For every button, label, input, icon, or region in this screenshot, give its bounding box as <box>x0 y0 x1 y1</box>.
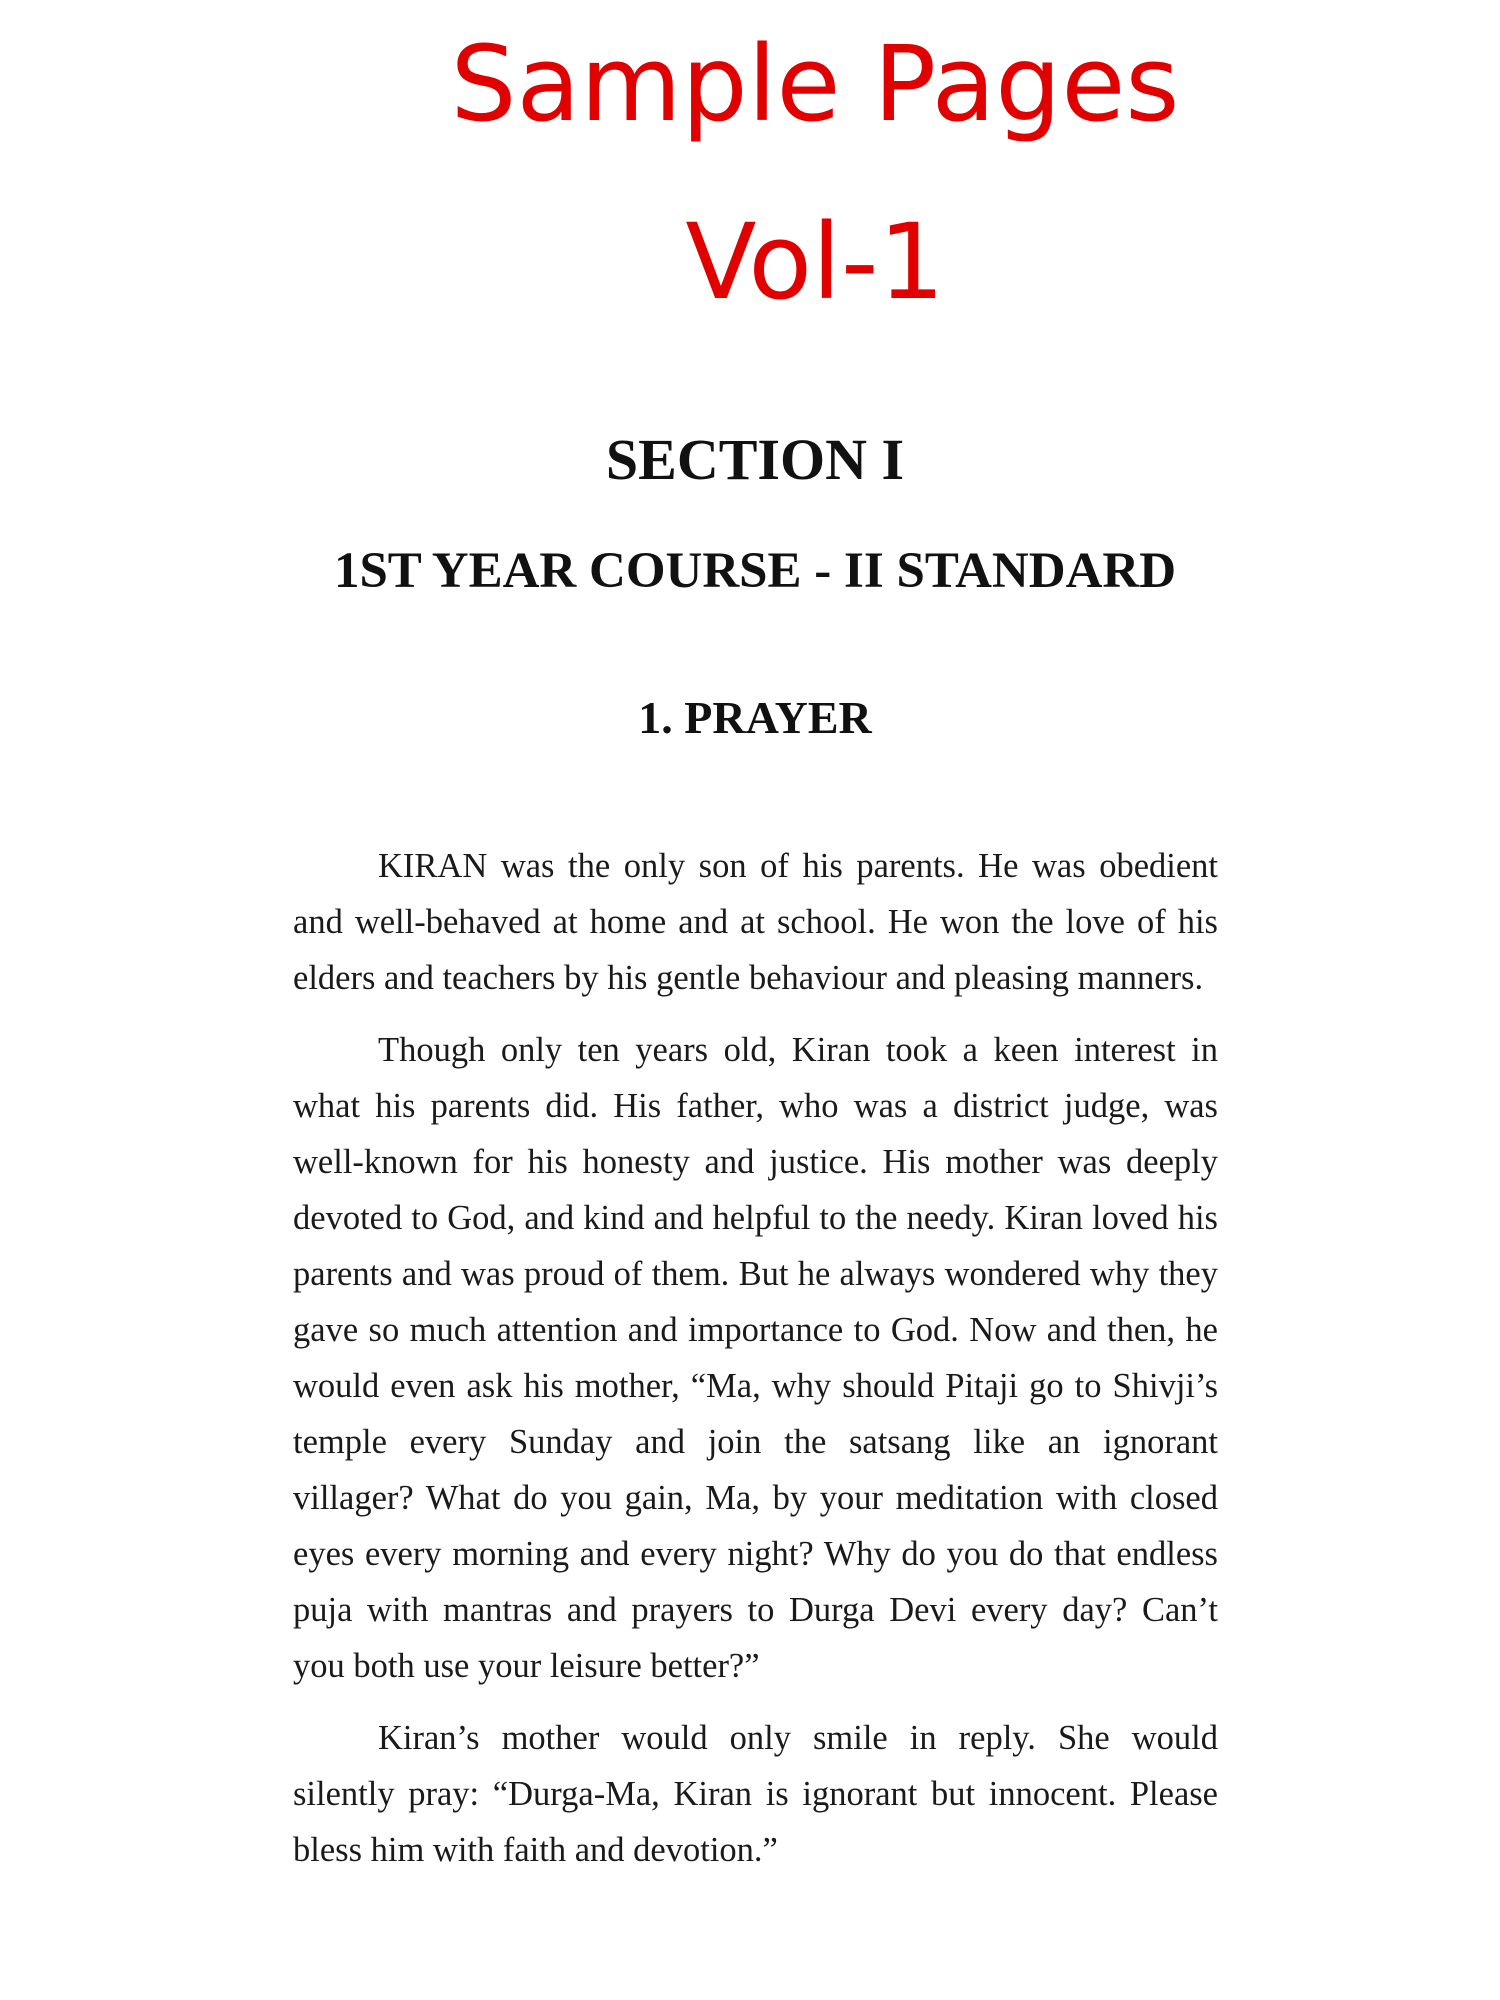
chapter-body <box>293 838 1218 1894</box>
course-title: 1ST YEAR COURSE - II STANDARD <box>333 543 1177 599</box>
paragraph-3: Kiran’s mother would only smile in reply. She would silently pray: “Durga-Ma, Kiran is ignorant but innocent. Please bless him with faith and devotion.” <box>293 1719 1218 1869</box>
chapter-title: 1. PRAYER <box>638 692 872 743</box>
sample-pages-banner: Sample Pages <box>450 23 1180 145</box>
paragraph-1: KIRAN was the only son of his parents. He was obedient and well-behaved at home and at school. He won the love of his elders and teachers by his gentle behaviour and pleasing manners. <box>293 847 1218 997</box>
volume-label: Vol-1 <box>685 201 945 323</box>
paragraph-2: Though only ten years old, Kiran took a keen interest in what his parents did. His father, who was a district judge, was well-known for his honesty and justice. His mother was deeply devoted to God, and kind and helpful to the needy. Kiran loved his parents and was proud of them. But he always wondered why they gave so much attention and importance to God. Now and then, he would even ask his mother, “Ma, why should Pitaji go to Shivji’s temple every Sunday and join the satsang like an ignorant villager? What do you gain, Ma, by your meditation with closed eyes every morning and every night? Why do you do that endless puja with mantras and prayers to Durga Devi every day? Can’t you both use your leisure better?” <box>293 1031 1218 1685</box>
section-title: SECTION I <box>605 427 905 492</box>
